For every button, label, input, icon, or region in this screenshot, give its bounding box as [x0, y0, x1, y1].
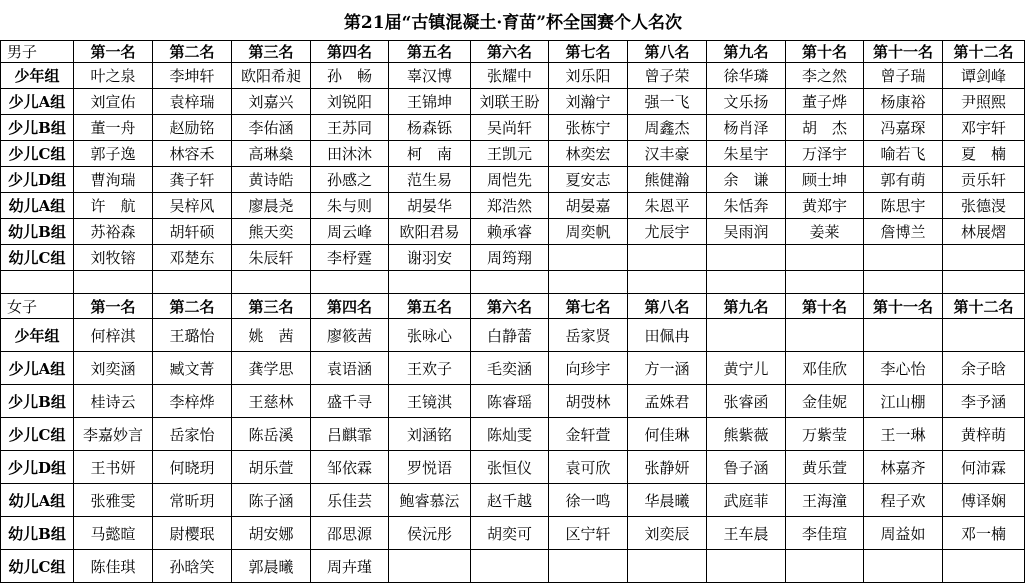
name-cell: 邓一楠 — [943, 517, 1025, 550]
name-cell: 刘奕涵 — [74, 352, 153, 385]
name-cell: 武庭菲 — [707, 484, 786, 517]
name-cell: 张栋宁 — [549, 115, 628, 141]
name-cell: 李嘉妙言 — [74, 418, 153, 451]
table-row — [1, 193, 1025, 219]
name-cell: 刘嘉兴 — [232, 89, 311, 115]
name-cell: 吴梓风 — [153, 193, 232, 219]
name-cell: 刘锐阳 — [311, 89, 389, 115]
name-cell: 乐佳芸 — [311, 484, 389, 517]
name-cell: 胡安娜 — [232, 517, 311, 550]
table-row — [1, 451, 1025, 484]
name-cell: 岳家怡 — [153, 418, 232, 451]
table-row — [1, 418, 1025, 451]
name-cell: 袁梓瑞 — [153, 89, 232, 115]
rank-header: 第八名 — [628, 41, 707, 63]
name-cell: 邓楚东 — [153, 245, 232, 271]
rank-header: 第二名 — [153, 41, 232, 63]
name-cell: 欧阳君易 — [389, 219, 471, 245]
name-cell — [786, 550, 864, 583]
name-cell: 侯沅彤 — [389, 517, 471, 550]
page-title: 第21届“古镇混凝土·育苗”杯全国赛个人名次 — [343, 12, 683, 33]
rank-header: 第一名 — [74, 41, 153, 63]
name-cell: 周奕帆 — [549, 219, 628, 245]
name-cell: 强一飞 — [628, 89, 707, 115]
group-label: 少儿C组 — [1, 141, 74, 167]
name-cell: 王锦坤 — [389, 89, 471, 115]
name-cell: 黄诗皓 — [232, 167, 311, 193]
name-cell: 盛千寻 — [311, 385, 389, 418]
name-cell — [943, 245, 1025, 271]
name-cell: 林奕宏 — [549, 141, 628, 167]
name-cell: 欧阳希昶 — [232, 63, 311, 89]
name-cell: 文乐扬 — [707, 89, 786, 115]
empty-cell — [864, 271, 943, 294]
name-cell: 金轩萱 — [549, 418, 628, 451]
name-cell: 王凯元 — [471, 141, 549, 167]
name-cell: 龚学思 — [232, 352, 311, 385]
name-cell: 桂诗云 — [74, 385, 153, 418]
name-cell: 邵思源 — [311, 517, 389, 550]
table-row — [1, 517, 1025, 550]
name-cell: 郭子逸 — [74, 141, 153, 167]
name-cell: 张雅雯 — [74, 484, 153, 517]
rank-header: 第十一名 — [864, 294, 943, 319]
rank-header: 第十二名 — [943, 294, 1025, 319]
boys-header-row — [1, 41, 1025, 63]
rank-header: 第五名 — [389, 294, 471, 319]
name-cell: 陈岳溪 — [232, 418, 311, 451]
name-cell: 王璐怡 — [153, 319, 232, 352]
name-cell — [864, 245, 943, 271]
table-row — [1, 219, 1025, 245]
name-cell: 姜莱 — [786, 219, 864, 245]
name-cell: 郭有萌 — [864, 167, 943, 193]
name-cell: 谢羽安 — [389, 245, 471, 271]
name-cell: 刘涵铭 — [389, 418, 471, 451]
name-cell: 杨森铄 — [389, 115, 471, 141]
name-cell: 方一涵 — [628, 352, 707, 385]
name-cell: 吕麒霏 — [311, 418, 389, 451]
rank-header: 第十名 — [786, 294, 864, 319]
name-cell: 夏安志 — [549, 167, 628, 193]
name-cell: 胡晏嘉 — [549, 193, 628, 219]
name-cell: 熊健瀚 — [628, 167, 707, 193]
name-cell: 刘奕辰 — [628, 517, 707, 550]
table-row — [1, 550, 1025, 583]
empty-cell — [471, 271, 549, 294]
group-label: 幼儿B组 — [1, 219, 74, 245]
name-cell: 陈子涵 — [232, 484, 311, 517]
group-label: 幼儿B组 — [1, 517, 74, 550]
name-cell: 喻若飞 — [864, 141, 943, 167]
name-cell: 赖承睿 — [471, 219, 549, 245]
name-cell — [943, 550, 1025, 583]
name-cell: 姚 茜 — [232, 319, 311, 352]
name-cell: 王镜淇 — [389, 385, 471, 418]
name-cell: 常昕玥 — [153, 484, 232, 517]
name-cell — [707, 245, 786, 271]
rank-header: 第十二名 — [943, 41, 1025, 63]
results-body — [1, 41, 1025, 583]
name-cell: 郭晨曦 — [232, 550, 311, 583]
empty-cell — [786, 271, 864, 294]
name-cell — [864, 319, 943, 352]
name-cell: 李杼霆 — [311, 245, 389, 271]
empty-cell — [311, 271, 389, 294]
name-cell: 陈思宇 — [864, 193, 943, 219]
rank-header: 第九名 — [707, 41, 786, 63]
name-cell: 胡晏华 — [389, 193, 471, 219]
rank-header: 第六名 — [471, 41, 549, 63]
name-cell: 张咏心 — [389, 319, 471, 352]
name-cell: 熊天奕 — [232, 219, 311, 245]
table-row — [1, 141, 1025, 167]
name-cell: 王车晨 — [707, 517, 786, 550]
name-cell: 周恺先 — [471, 167, 549, 193]
name-cell: 陈灿雯 — [471, 418, 549, 451]
name-cell: 叶之泉 — [74, 63, 153, 89]
table-row — [1, 63, 1025, 89]
name-cell: 黄郑宇 — [786, 193, 864, 219]
name-cell: 朱辰轩 — [232, 245, 311, 271]
rank-header: 第三名 — [232, 41, 311, 63]
name-cell — [549, 245, 628, 271]
name-cell — [549, 550, 628, 583]
name-cell: 陈睿瑶 — [471, 385, 549, 418]
name-cell: 邓佳欣 — [786, 352, 864, 385]
name-cell: 胡奕可 — [471, 517, 549, 550]
rank-header: 第十一名 — [864, 41, 943, 63]
name-cell: 区宁轩 — [549, 517, 628, 550]
name-cell: 柯 南 — [389, 141, 471, 167]
name-cell: 金佳妮 — [786, 385, 864, 418]
name-cell: 贡乐轩 — [943, 167, 1025, 193]
rank-header: 第五名 — [389, 41, 471, 63]
name-cell: 张恒仪 — [471, 451, 549, 484]
name-cell: 李之然 — [786, 63, 864, 89]
name-cell — [471, 550, 549, 583]
name-cell: 刘联王盼 — [471, 89, 549, 115]
name-cell: 万紫莹 — [786, 418, 864, 451]
name-cell — [786, 245, 864, 271]
name-cell: 朱与则 — [311, 193, 389, 219]
name-cell: 袁可欣 — [549, 451, 628, 484]
table-row — [1, 245, 1025, 271]
name-cell: 何晓玥 — [153, 451, 232, 484]
name-cell: 赵千越 — [471, 484, 549, 517]
name-cell: 朱星宇 — [707, 141, 786, 167]
empty-cell — [628, 271, 707, 294]
name-cell: 王海潼 — [786, 484, 864, 517]
name-cell — [628, 245, 707, 271]
name-cell: 辜汉博 — [389, 63, 471, 89]
name-cell: 冯嘉琛 — [864, 115, 943, 141]
name-cell: 周鑫杰 — [628, 115, 707, 141]
group-label: 少年组 — [1, 319, 74, 352]
name-cell: 林展熠 — [943, 219, 1025, 245]
name-cell: 陈佳琪 — [74, 550, 153, 583]
name-cell: 田沐沐 — [311, 141, 389, 167]
name-cell: 孙感之 — [311, 167, 389, 193]
name-cell — [707, 319, 786, 352]
name-cell: 林嘉齐 — [864, 451, 943, 484]
name-cell: 熊紫薇 — [707, 418, 786, 451]
results-table — [0, 40, 1025, 583]
rank-header: 第九名 — [707, 294, 786, 319]
name-cell: 余 谦 — [707, 167, 786, 193]
group-label: 幼儿C组 — [1, 245, 74, 271]
name-cell: 尉樱珉 — [153, 517, 232, 550]
name-cell: 王苏同 — [311, 115, 389, 141]
name-cell: 邓宇轩 — [943, 115, 1025, 141]
empty-cell — [153, 271, 232, 294]
name-cell: 谭剑峰 — [943, 63, 1025, 89]
name-cell: 鲍睿慕沄 — [389, 484, 471, 517]
name-cell: 尤辰宇 — [628, 219, 707, 245]
name-cell: 李心怡 — [864, 352, 943, 385]
name-cell: 张睿函 — [707, 385, 786, 418]
name-cell: 高琳燊 — [232, 141, 311, 167]
name-cell: 夏 楠 — [943, 141, 1025, 167]
name-cell: 白静蕾 — [471, 319, 549, 352]
rank-header: 第四名 — [311, 294, 389, 319]
empty-cell — [707, 271, 786, 294]
name-cell — [786, 319, 864, 352]
name-cell: 罗悦语 — [389, 451, 471, 484]
name-cell: 郑浩然 — [471, 193, 549, 219]
name-cell: 吴雨润 — [707, 219, 786, 245]
name-cell: 尹照熙 — [943, 89, 1025, 115]
rank-header: 第四名 — [311, 41, 389, 63]
name-cell: 朱恩平 — [628, 193, 707, 219]
name-cell: 吴尚轩 — [471, 115, 549, 141]
name-cell: 李予涵 — [943, 385, 1025, 418]
name-cell: 岳家贤 — [549, 319, 628, 352]
name-cell: 张德渂 — [943, 193, 1025, 219]
name-cell: 董子烨 — [786, 89, 864, 115]
group-label: 幼儿C组 — [1, 550, 74, 583]
empty-cell — [943, 271, 1025, 294]
name-cell: 王慈林 — [232, 385, 311, 418]
table-row — [1, 484, 1025, 517]
name-cell: 孟姝君 — [628, 385, 707, 418]
empty-cell — [74, 271, 153, 294]
name-cell: 徐华璘 — [707, 63, 786, 89]
name-cell: 向珍宇 — [549, 352, 628, 385]
girls-section-label: 女子 — [1, 294, 74, 319]
name-cell: 周卉瑾 — [311, 550, 389, 583]
name-cell: 汉丰豪 — [628, 141, 707, 167]
name-cell: 杨肖泽 — [707, 115, 786, 141]
name-cell: 苏裕森 — [74, 219, 153, 245]
name-cell: 胡乐萱 — [232, 451, 311, 484]
name-cell: 李坤轩 — [153, 63, 232, 89]
group-label: 少儿D组 — [1, 167, 74, 193]
name-cell: 刘牧镕 — [74, 245, 153, 271]
name-cell — [628, 550, 707, 583]
rank-header: 第七名 — [549, 41, 628, 63]
name-cell: 江山棚 — [864, 385, 943, 418]
name-cell: 李佳瑄 — [786, 517, 864, 550]
name-cell: 刘瀚宁 — [549, 89, 628, 115]
name-cell: 范生易 — [389, 167, 471, 193]
group-label: 少儿B组 — [1, 115, 74, 141]
name-cell: 邹依霖 — [311, 451, 389, 484]
spacer-row — [1, 271, 1025, 294]
name-cell: 毛奕涵 — [471, 352, 549, 385]
group-label: 少儿D组 — [1, 451, 74, 484]
rank-header: 第二名 — [153, 294, 232, 319]
name-cell: 曹洵瑞 — [74, 167, 153, 193]
name-cell: 张耀中 — [471, 63, 549, 89]
rank-header: 第一名 — [74, 294, 153, 319]
name-cell: 王一琳 — [864, 418, 943, 451]
empty-cell — [549, 271, 628, 294]
rank-header: 第十名 — [786, 41, 864, 63]
name-cell — [864, 550, 943, 583]
group-label: 少儿C组 — [1, 418, 74, 451]
name-cell: 刘乐阳 — [549, 63, 628, 89]
name-cell: 黄乐萱 — [786, 451, 864, 484]
table-row — [1, 115, 1025, 141]
name-cell: 廖晨尧 — [232, 193, 311, 219]
name-cell: 胡弢林 — [549, 385, 628, 418]
group-label: 少年组 — [1, 63, 74, 89]
name-cell: 王书妍 — [74, 451, 153, 484]
name-cell: 许 航 — [74, 193, 153, 219]
name-cell: 何佳琳 — [628, 418, 707, 451]
table-row — [1, 319, 1025, 352]
boys-section-label: 男子 — [1, 41, 74, 63]
table-row — [1, 352, 1025, 385]
name-cell — [389, 550, 471, 583]
name-cell: 李梓烨 — [153, 385, 232, 418]
rank-header: 第三名 — [232, 294, 311, 319]
name-cell: 赵励铭 — [153, 115, 232, 141]
name-cell: 何梓淇 — [74, 319, 153, 352]
name-cell: 张静妍 — [628, 451, 707, 484]
name-cell: 周益如 — [864, 517, 943, 550]
group-label: 少儿A组 — [1, 89, 74, 115]
name-cell: 马懿暄 — [74, 517, 153, 550]
name-cell: 周云峰 — [311, 219, 389, 245]
name-cell: 袁语涵 — [311, 352, 389, 385]
table-row — [1, 89, 1025, 115]
group-label: 幼儿A组 — [1, 484, 74, 517]
name-cell: 孙晗笑 — [153, 550, 232, 583]
name-cell: 余子晗 — [943, 352, 1025, 385]
name-cell: 董一舟 — [74, 115, 153, 141]
name-cell: 胡 杰 — [786, 115, 864, 141]
name-cell: 黄梓萌 — [943, 418, 1025, 451]
empty-cell — [389, 271, 471, 294]
name-cell: 田佩冉 — [628, 319, 707, 352]
name-cell: 曾子瑞 — [864, 63, 943, 89]
rank-header: 第六名 — [471, 294, 549, 319]
name-cell: 曾子荣 — [628, 63, 707, 89]
name-cell — [943, 319, 1025, 352]
name-cell: 龚子轩 — [153, 167, 232, 193]
table-row — [1, 167, 1025, 193]
name-cell: 程子欢 — [864, 484, 943, 517]
name-cell: 臧文菁 — [153, 352, 232, 385]
empty-cell — [232, 271, 311, 294]
name-cell: 傅译娴 — [943, 484, 1025, 517]
name-cell: 孙 畅 — [311, 63, 389, 89]
table-row — [1, 385, 1025, 418]
group-label: 少儿B组 — [1, 385, 74, 418]
name-cell — [707, 550, 786, 583]
name-cell: 王欢子 — [389, 352, 471, 385]
girls-header-row — [1, 294, 1025, 319]
group-label: 少儿A组 — [1, 352, 74, 385]
rank-header: 第七名 — [549, 294, 628, 319]
empty-cell — [1, 271, 74, 294]
name-cell: 黄宁儿 — [707, 352, 786, 385]
name-cell: 顾士坤 — [786, 167, 864, 193]
name-cell: 何沛霖 — [943, 451, 1025, 484]
name-cell: 詹博兰 — [864, 219, 943, 245]
name-cell: 李佑涵 — [232, 115, 311, 141]
name-cell: 鲁子涵 — [707, 451, 786, 484]
name-cell: 徐一鸣 — [549, 484, 628, 517]
name-cell: 刘宣佑 — [74, 89, 153, 115]
name-cell: 林容禾 — [153, 141, 232, 167]
name-cell: 廖筱茜 — [311, 319, 389, 352]
name-cell: 周筠翔 — [471, 245, 549, 271]
name-cell: 朱恬奔 — [707, 193, 786, 219]
name-cell: 华晨曦 — [628, 484, 707, 517]
group-label: 幼儿A组 — [1, 193, 74, 219]
rank-header: 第八名 — [628, 294, 707, 319]
name-cell: 胡轩硕 — [153, 219, 232, 245]
name-cell: 万泽宇 — [786, 141, 864, 167]
name-cell: 杨康裕 — [864, 89, 943, 115]
